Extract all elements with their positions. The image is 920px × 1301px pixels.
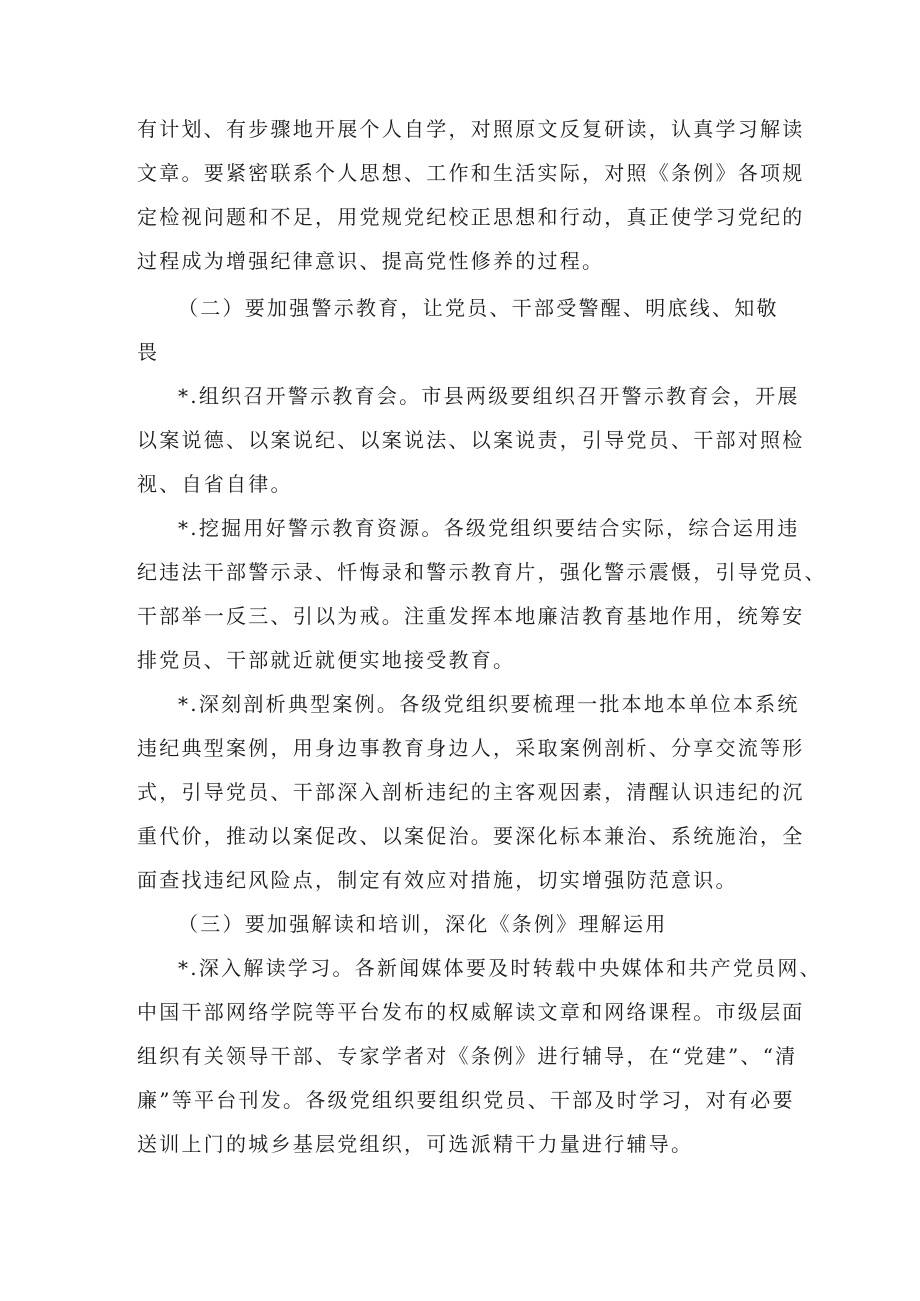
list-item-line: *.组织召开警示教育会。市县两级要组织召开警示教育会，开展 <box>178 384 800 408</box>
body-text-line: 式，引导党员、干部深入剖析违纪的主客观因素，清醒认识违纪的沉 <box>137 780 805 804</box>
section-heading-2: （二）要加强警示教育，让党员、干部受警醒、明底线、知敬 <box>178 296 779 320</box>
body-text-line: 廉”等平台刊发。各级党组织要组织党员、干部及时学习，对有必要 <box>137 1088 795 1112</box>
body-text-line: 以案说德、以案说纪、以案说法、以案说责，引导党员、干部对照检 <box>137 428 805 452</box>
body-text-line: 面查找违纪风险点，制定有效应对措施，切实增强防范意识。 <box>137 868 738 892</box>
body-text-line: 有计划、有步骤地开展个人自学，对照原文反复研读，认真学习解读 <box>137 117 805 141</box>
list-item-line: *.深刻剖析典型案例。各级党组织要梳理一批本地本单位本系统 <box>178 692 800 716</box>
body-text-line: 组织有关领导干部、专家学者对《条例》进行辅导，在“党建”、“清 <box>137 1044 798 1068</box>
body-text-line: 视、自省自律。 <box>137 472 293 496</box>
body-text-line: 文章。要紧密联系个人思想、工作和生活实际，对照《条例》各项规 <box>137 161 805 185</box>
list-item-line: *.深入解读学习。各新闻媒体要及时转载中央媒体和共产党员网、 <box>178 956 822 980</box>
body-text-line: 重代价，推动以案促改、以案促治。要深化标本兼治、系统施治，全 <box>137 824 805 848</box>
list-item-line: *.挖掘用好警示教育资源。各级党组织要结合实际，综合运用违 <box>178 516 800 540</box>
body-text-line: 干部举一反三、引以为戒。注重发挥本地廉洁教育基地作用，统筹安 <box>137 604 805 628</box>
section-heading-3: （三）要加强解读和培训，深化《条例》理解运用 <box>178 912 668 936</box>
section-heading-2-continued: 畏 <box>137 340 160 364</box>
body-text-line: 过程成为增强纪律意识、提高党性修养的过程。 <box>137 249 605 273</box>
body-text-line: 中国干部网络学院等平台发布的权威解读文章和网络课程。市级层面 <box>137 1000 805 1024</box>
body-text-line: 纪违法干部警示录、忏悔录和警示教育片，强化警示震慑，引导党员、 <box>137 560 827 584</box>
body-text-line: 定检视问题和不足，用党规党纪校正思想和行动，真正使学习党纪的 <box>137 205 805 229</box>
body-text-line: 排党员、干部就近就便实地接受教育。 <box>137 648 516 672</box>
body-text-line: 送训上门的城乡基层党组织，可选派精干力量进行辅导。 <box>137 1132 694 1156</box>
body-text-line: 违纪典型案例，用身边事教育身边人，采取案例剖析、分享交流等形 <box>137 736 805 760</box>
